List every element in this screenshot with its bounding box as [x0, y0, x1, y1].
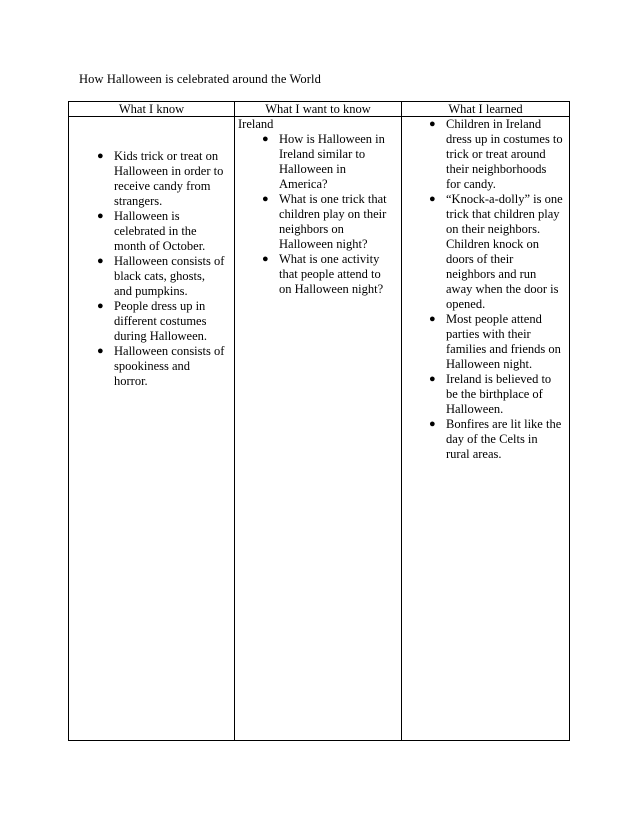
page-title: How Halloween is celebrated around the World — [79, 72, 321, 86]
country-label: Ireland — [238, 117, 274, 131]
know-cell — [69, 117, 235, 741]
bullet-dot-icon: ● — [429, 313, 436, 325]
list-item: ● Most people attend parties with their families and friends on Halloween night. — [429, 312, 561, 371]
bullet-dot-icon: ● — [97, 255, 104, 267]
header-row — [69, 102, 570, 117]
bullet-dot-icon: ● — [429, 373, 436, 385]
bullet-dot-icon: ● — [429, 418, 436, 430]
know-list — [69, 149, 234, 389]
bullet-dot-icon: ● — [262, 193, 269, 205]
header-want: What I want to know — [235, 102, 402, 117]
list-item: ● What is one activity that people attend to on Halloween night? — [262, 252, 384, 296]
bullet-dot-icon: ● — [97, 210, 104, 222]
list-item: ● Ireland is believed to be the birthplace of Halloween. — [429, 372, 552, 416]
list-item: ● Children in Ireland dress up in costumes to trick or treat around their neighborhoods for candy. — [429, 117, 563, 191]
learned-list — [402, 117, 569, 462]
bullet-dot-icon: ● — [262, 253, 269, 265]
bullet-dot-icon: ● — [97, 300, 104, 312]
want-cell — [235, 117, 402, 741]
list-item: ● What is one trick that children play on their neighbors on Halloween night? — [262, 192, 387, 251]
list-item: ● “Knock-a-dolly” is one trick that children play on their neighbors. Children knock on doors of their neighbors and run away when the door is opened. — [429, 192, 563, 311]
bullet-dot-icon: ● — [429, 118, 436, 130]
list-item: ● Halloween consists of spookiness and horror. — [97, 344, 225, 388]
bullet-dot-icon: ● — [97, 345, 104, 357]
list-item: ● Kids trick or treat on Halloween in order to receive candy from strangers. — [97, 149, 224, 208]
list-item: ● Bonfires are lit like the day of the Celts in rural areas. — [429, 417, 562, 461]
learned-cell — [402, 117, 570, 741]
bullet-dot-icon: ● — [262, 133, 269, 145]
want-list — [235, 132, 401, 297]
kwl-table — [68, 101, 570, 741]
list-item: ● Halloween consists of black cats, ghosts, and pumpkins. — [97, 254, 225, 298]
content-row — [69, 117, 570, 741]
bullet-dot-icon: ● — [429, 193, 436, 205]
header-know: What I know — [69, 102, 235, 117]
list-item: ● People dress up in different costumes during Halloween. — [97, 299, 208, 343]
list-item: ● How is Halloween in Ireland similar to Halloween in America? — [262, 132, 385, 191]
list-item: ● Halloween is celebrated in the month of October. — [97, 209, 206, 253]
bullet-dot-icon: ● — [97, 150, 104, 162]
header-learned: What I learned — [402, 102, 570, 117]
